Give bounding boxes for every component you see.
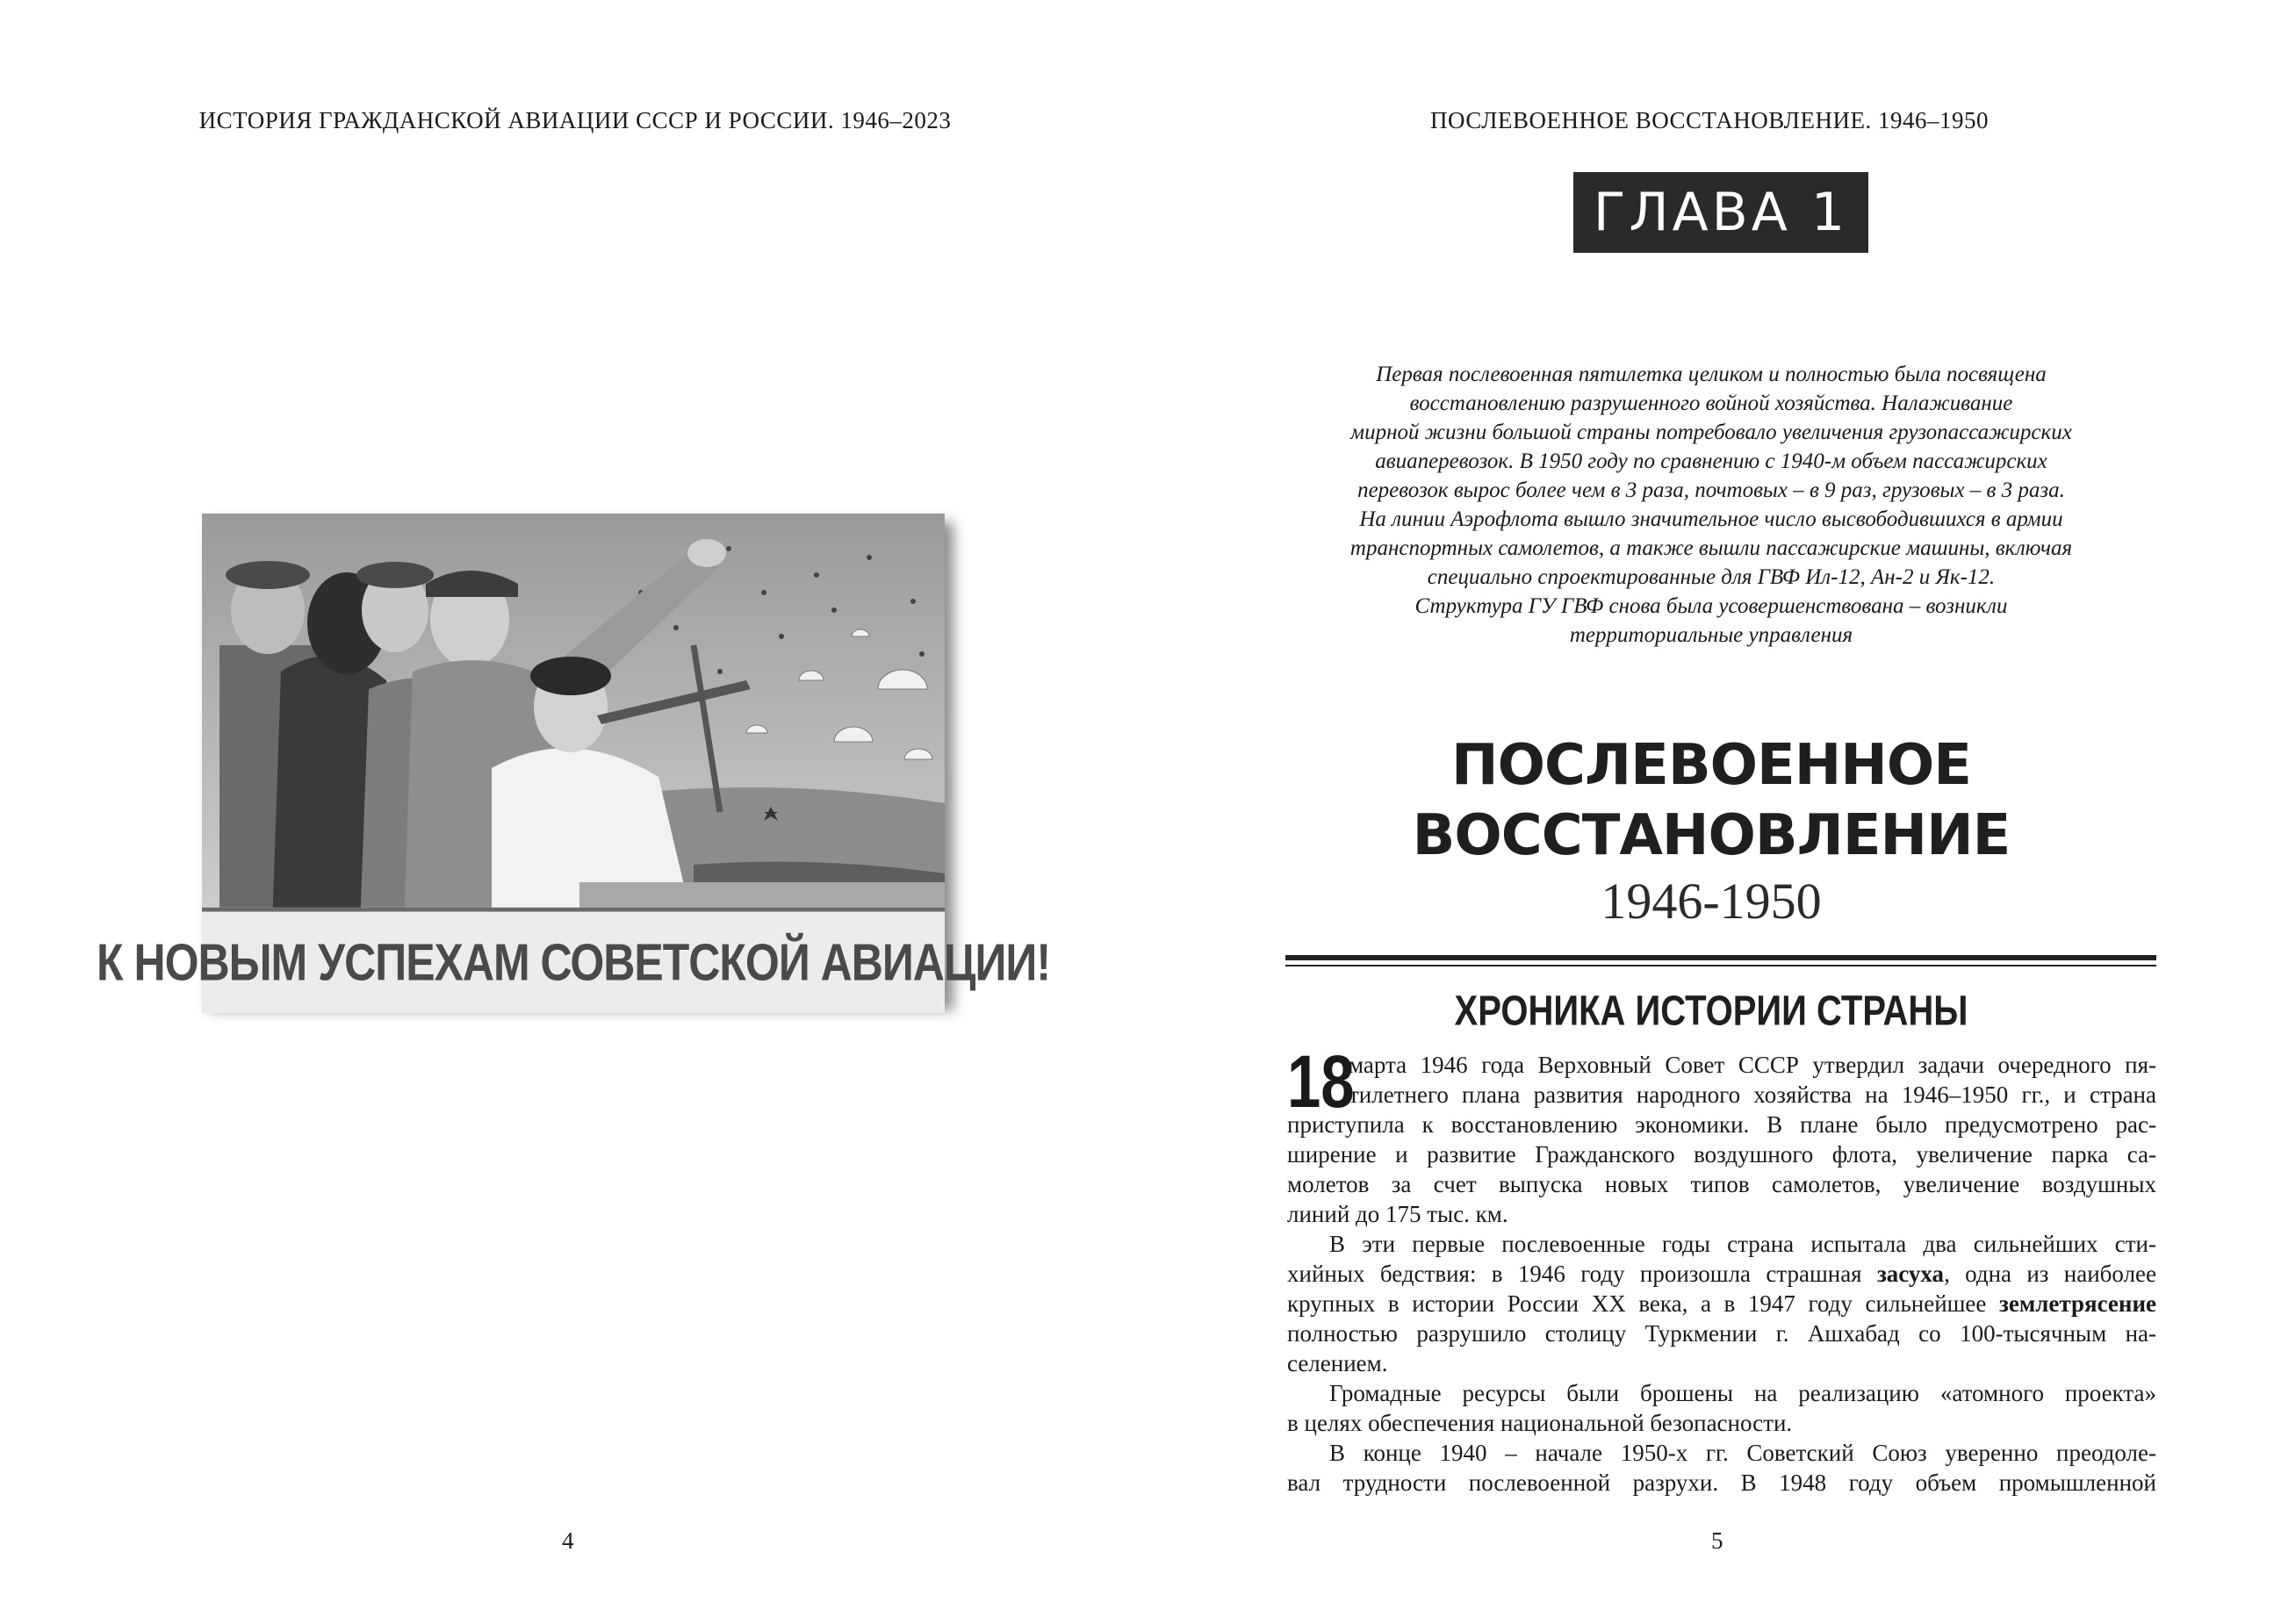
rule-thick [1285,955,2156,960]
page-number-right: 5 [1711,1527,1723,1554]
epigraph-line: авиаперевозок. В 1950 году по сравнению с 1940-м объем пассажирских [1375,449,2047,473]
epigraph-line: мирной жизни большой страны потребовало увеличения грузопассажирских [1350,420,2072,444]
epigraph-line: Структура ГУ ГВФ снова была усовершенствована – возникли [1414,594,2008,618]
section-heading: ХРОНИКА ИСТОРИИ СТРАНЫ [1454,988,1968,1035]
body-text-run: , одна из наиболее [1944,1261,2157,1287]
rule-thin [1285,965,2156,966]
epigraph-line: перевозок вырос более чем в 3 раза, почтовых – в 9 раз, грузовых – в 3 раза. [1357,478,2065,502]
body-line: полностью разрушило столицу Туркмении г. Ашхабад со 100-тысячным на- [1287,1320,2156,1347]
chapter-title [1272,730,2150,932]
body-text-run: хийных бедствия: в 1946 году произошла страшная [1287,1261,1877,1287]
body-line: ширение и развитие Гражданского воздушного флота, увеличение парка са- [1287,1141,2156,1168]
body-line: селением. [1287,1350,1388,1376]
body-line: молетов за счет выпуска новых типов самолетов, увеличение воздушных [1287,1171,2156,1197]
page-number-left: 4 [562,1527,574,1554]
running-head-right: ПОСЛЕВОЕННОЕ ВОССТАНОВЛЕНИЕ. 1946–1950 [1430,107,1989,133]
body-text-run: крупных в истории России XX века, а в 1947 году сильнейшее [1287,1290,2000,1317]
body-text [1287,1040,2157,1498]
body-line: вал трудности послевоенной разрухи. В 1948 году объем промышленной [1287,1470,2156,1496]
poster-illustration [97,514,1050,1002]
chapter-title-years: 1946-1950 [1601,873,1822,930]
chapter-label: ГЛАВА 1 [1573,172,1868,253]
body-line: марта 1946 года Верховный Совет СССР утвердил задачи очередного пя- [1349,1052,2156,1078]
left-page [0,0,1140,1624]
emphasis-earthquake: землетрясение [1999,1290,2156,1317]
body-line: В конце 1940 – начале 1950-х гг. Советский Союз уверенно преодоле- [1329,1440,2156,1466]
epigraph-line: На линии Аэрофлота вышло значительное число высвободившихся в армии [1359,507,2063,531]
epigraph-line: специально спроектированные для ГВФ Ил-12, Ан-2 и Як-12. [1427,565,1996,589]
body-line-with-emphasis [1287,1259,2156,1289]
emphasis-drought: засуха [1876,1261,1945,1287]
body-line: в целях обеспечения национальной безопасности. [1287,1410,1793,1436]
epigraph-line: территориальные управления [1569,623,1853,647]
chapter-title-line-2: ВОССТАНОВЛЕНИЕ [1412,803,2011,868]
poster-banner-text: К НОВЫМ УСПЕХАМ СОВЕТСКОЙ АВИАЦИИ! [202,908,945,1013]
body-line: Громадные ресурсы были брошены на реализацию «атомного проекта» [1329,1380,2156,1406]
dropcap: 18 [1287,1040,1355,1123]
epigraph-line: Первая послевоенная пятилетка целиком и полностью была посвящена [1376,363,2047,386]
right-page [1140,0,2281,1624]
epigraph-line: транспортных самолетов, а также вышли пассажирские машины, включая [1349,536,2073,560]
body-line: В эти первые послевоенные годы страна испытала два сильнейших сти- [1329,1231,2156,1257]
epigraph-line: восстановлению разрушенного войной хозяйства. Налаживание [1409,392,2013,415]
double-rule-divider [1285,955,2156,966]
chapter-title-line-1: ПОСЛЕВОЕННОЕ [1451,733,1971,798]
body-line-with-emphasis [1287,1289,2156,1319]
running-head-left: ИСТОРИЯ ГРАЖДАНСКОЙ АВИАЦИИ СССР И РОССИИ. 1946–2023 [198,107,952,133]
body-line: приступила к восстановлению экономики. В плане было предусмотрено рас- [1287,1111,2156,1138]
body-line: тилетнего плана развития народного хозяйства на 1946–1950 гг., и страна [1349,1081,2156,1108]
body-line: линий до 175 тыс. км. [1287,1201,1508,1227]
epigraph [1272,360,2150,650]
